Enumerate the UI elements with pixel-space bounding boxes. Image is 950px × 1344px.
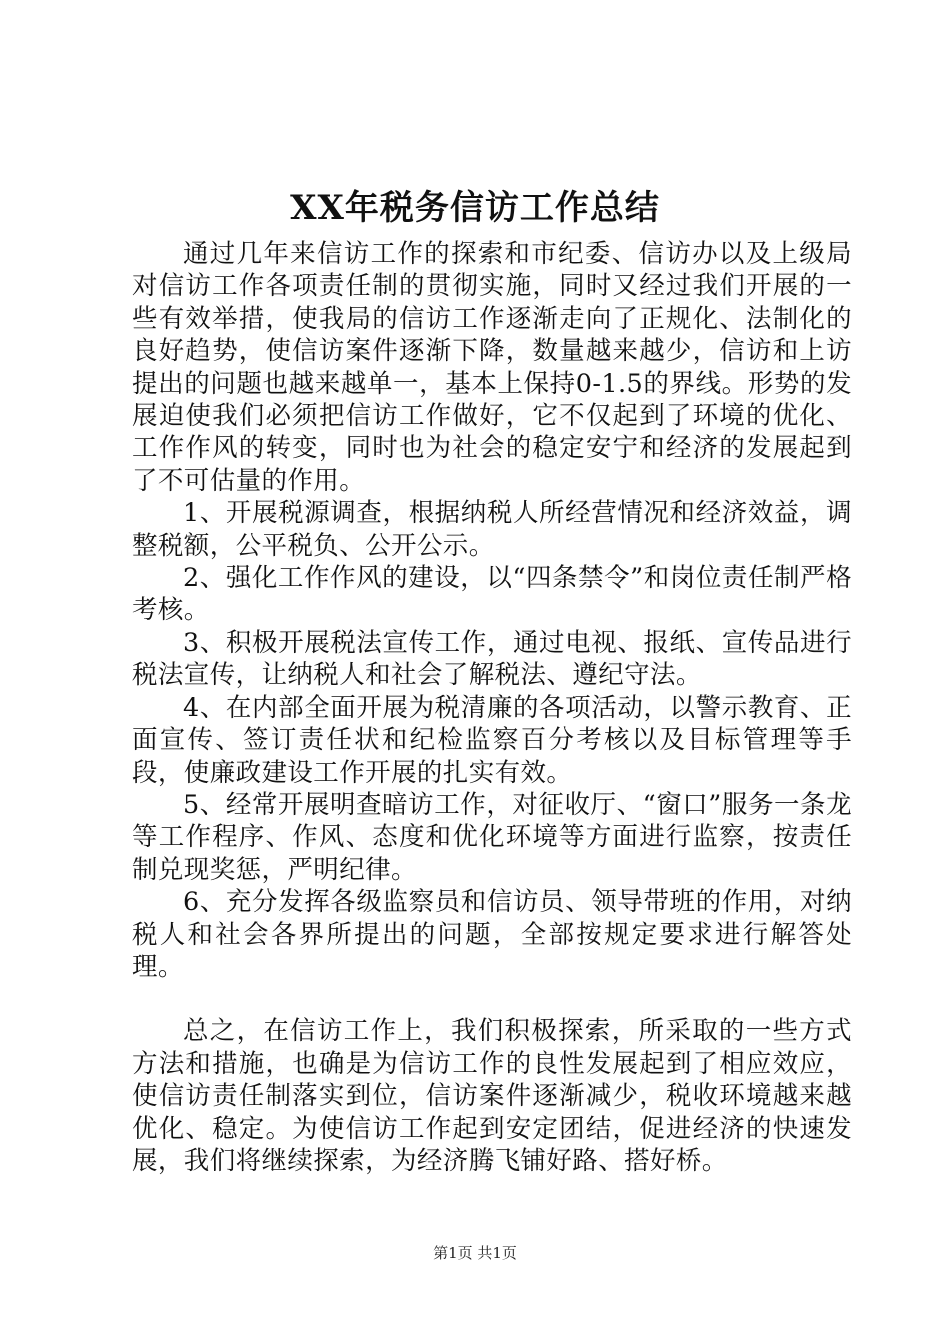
page-number-footer: 第1页 共1页 [433, 1244, 517, 1262]
intro-paragraph: 通过几年来信访工作的探索和市纪委、信访办以及上级局对信访工作各项责任制的贯彻实施，同时又经过我们开展的一些有效举措，使我局的信访工作逐渐走向了正规化、法制化的良好趋势，使信访案件逐渐下降，数量越来越少，信访和上访提出的问题也越来越单一，基本上保持0-1.5的界线。形势的发展迫使我们必须把信访工作做好，它不仅起到了环境的优化、工作作风的转变，同时也为社会的稳定安宁和经济的发展起到了不可估量的作用。 [132, 239, 852, 496]
list-item-3: 3、积极开展税法宣传工作，通过电视、报纸、宣传品进行税法宣传，让纳税人和社会了解税法、遵纪守法。 [132, 627, 852, 691]
conclusion-paragraph: 总之，在信访工作上，我们积极探索，所采取的一些方式方法和措施，也确是为信访工作的良性发展起到了相应效应，使信访责任制落实到位，信访案件逐渐减少，税收环境越来越优化、稳定。为使信访工作起到安定团结，促进经济的快速发展，我们将继续探索，为经济腾飞铺好路、搭好桥。 [132, 1016, 852, 1176]
document-body [132, 238, 852, 1177]
document-title: XX年税务信访工作总结 [290, 188, 660, 228]
list-item-1: 1、开展税源调查，根据纳税人所经营情况和经济效益，调整税额，公平税负、公开公示。 [132, 498, 852, 561]
list-item-4: 4、在内部全面开展为税清廉的各项活动，以警示教育、正面宣传、签订责任状和纪检监察百分考核以及目标管理等手段，使廉政建设工作开展的扎实有效。 [132, 692, 852, 788]
list-item-6: 6、充分发挥各级监察员和信访员、领导带班的作用，对纳税人和社会各界所提出的问题，全部按规定要求进行解答处理。 [132, 887, 852, 982]
list-item-5: 5、经常开展明查暗访工作，对征收厅、“窗口”服务一条龙等工作程序、作风、态度和优化环境等方面进行监察，按责任制兑现奖惩，严明纪律。 [132, 789, 852, 885]
list-item-2: 2、强化工作作风的建设，以“四条禁令”和岗位责任制严格考核。 [132, 563, 852, 626]
paragraph-spacer [132, 983, 852, 1015]
